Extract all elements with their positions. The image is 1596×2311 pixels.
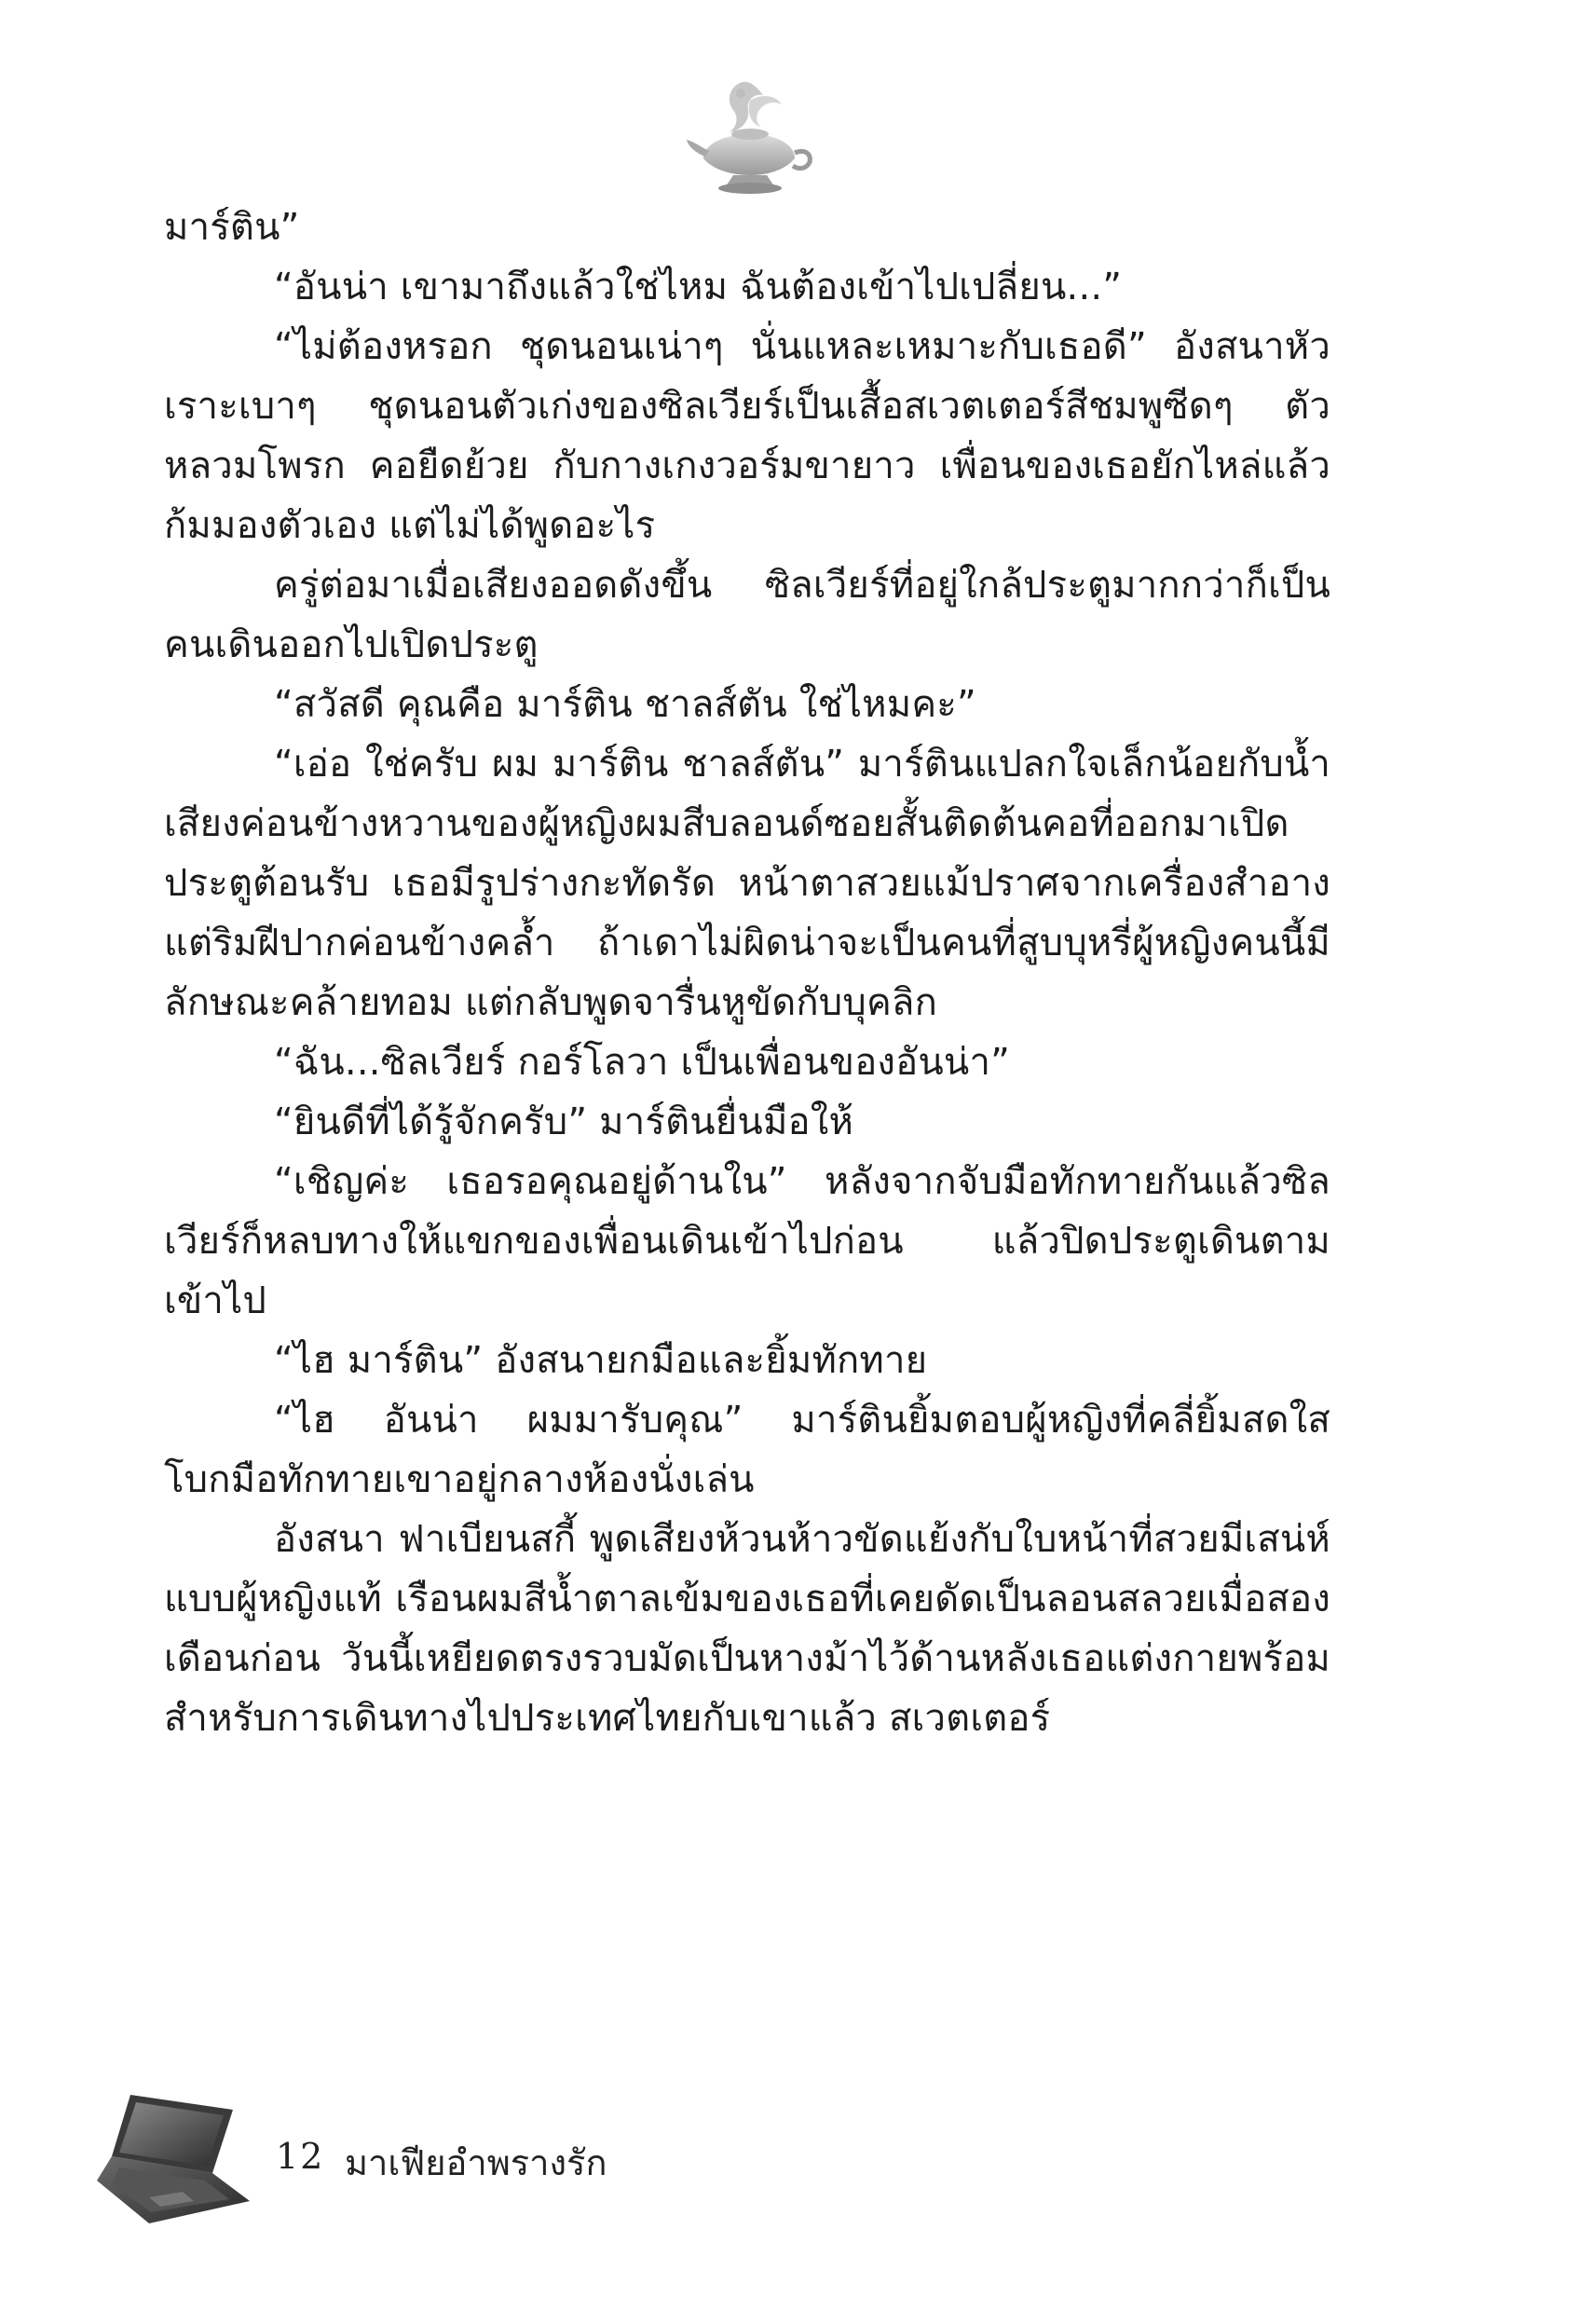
book-title: มาเฟียอำพรางรัก — [345, 2142, 607, 2183]
laptop-icon — [93, 2087, 252, 2227]
paragraph: “เอ่อ ใช่ครับ ผม มาร์ติน ชาลส์ตัน” มาร์ตินแปลกใจเล็กน้อยกับน้ำเสียงค่อนข้างหวานของผู้หญิงผมสีบลอนด์ซอยสั้นติดต้นคอที่ออกมาเปิดประตูต้อนรับ เธอมีรูปร่างกะทัดรัด หน้าตาสวยแม้ปราศจากเครื่องสำอาง แต่ริมฝีปากค่อนข้างคล้ำ ถ้าเดาไม่ผิดน่าจะเป็นคนที่สูบบุหรี่ผู้หญิงคนนี้มีลักษณะคล้ายทอม แต่กลับพูดจารื่นหูขัดกับบุคลิก — [164, 743, 1330, 1024]
page-footer — [93, 2087, 839, 2227]
paragraph: “อันน่า เขามาถึงแล้วใช่ไหม ฉันต้องเข้าไปเปลี่ยน...” — [274, 266, 1123, 308]
paragraph: อังสนา ฟาเบียนสกี้ พูดเสียงห้วนห้าวขัดแย้งกับใบหน้าที่สวยมีเสน่ห์แบบผู้หญิงแท้ เรือนผมสีน้ำตาลเข้มของเธอที่เคยดัดเป็นลอนสลวยเมื่อสองเดือนก่อน วันนี้เหยียดตรงรวบมัดเป็นหางม้าไว้ด้านหลังเธอแต่งกายพร้อมสำหรับการเดินทางไปประเทศไทยกับเขาแล้ว สเวตเตอร์ — [164, 1518, 1330, 1740]
paragraph: “ไฮ มาร์ติน” อังสนายกมือและยิ้มทักทาย — [274, 1339, 928, 1382]
paragraph: “ไฮ อันน่า ผมมารับคุณ” มาร์ตินยิ้มตอบผู้หญิงที่คลี่ยิ้มสดใสโบกมือทักทายเขาอยู่กลางห้องนั่งเล่น — [164, 1399, 1330, 1501]
genie-lamp-icon — [685, 73, 815, 198]
paragraph: ครู่ต่อมาเมื่อเสียงออดดังขึ้น ซิลเวียร์ที่อยู่ใกล้ประตูมากกว่าก็เป็นคนเดินออกไปเปิดประตู — [164, 564, 1330, 666]
paragraph: “ไม่ต้องหรอก ชุดนอนเน่าๆ นั่นแหละเหมาะกับเธอดี” อังสนาหัวเราะเบาๆ ชุดนอนตัวเก่งของซิลเวียร์เป็นเสื้อสเวตเตอร์สีชมพูซีดๆ ตัวหลวมโพรก คอยืดย้วย กับกางเกงวอร์มขายาว เพื่อนของเธอยักไหล่แล้วก้มมองตัวเอง แต่ไม่ได้พูดอะไร — [164, 325, 1330, 547]
paragraph: มาร์ติน” — [164, 206, 300, 249]
page-number: 12 — [276, 2136, 325, 2177]
paragraph: “สวัสดี คุณคือ มาร์ติน ชาลส์ตัน ใช่ไหมคะ” — [274, 683, 976, 726]
paragraph: “เชิญค่ะ เธอรอคุณอยู่ด้านใน” หลังจากจับมือทักทายกันแล้วซิลเวียร์ก็หลบทางให้แขกของเพื่อนเดินเข้าไปก่อน แล้วปิดประตูเดินตามเข้าไป — [164, 1160, 1330, 1322]
paragraph: “ฉัน...ซิลเวียร์ กอร์โลวา เป็นเพื่อนของอันน่า” — [274, 1041, 1011, 1084]
body-text — [164, 198, 1330, 1748]
paragraph: “ยินดีที่ได้รู้จักครับ” มาร์ตินยื่นมือให้ — [274, 1101, 854, 1143]
